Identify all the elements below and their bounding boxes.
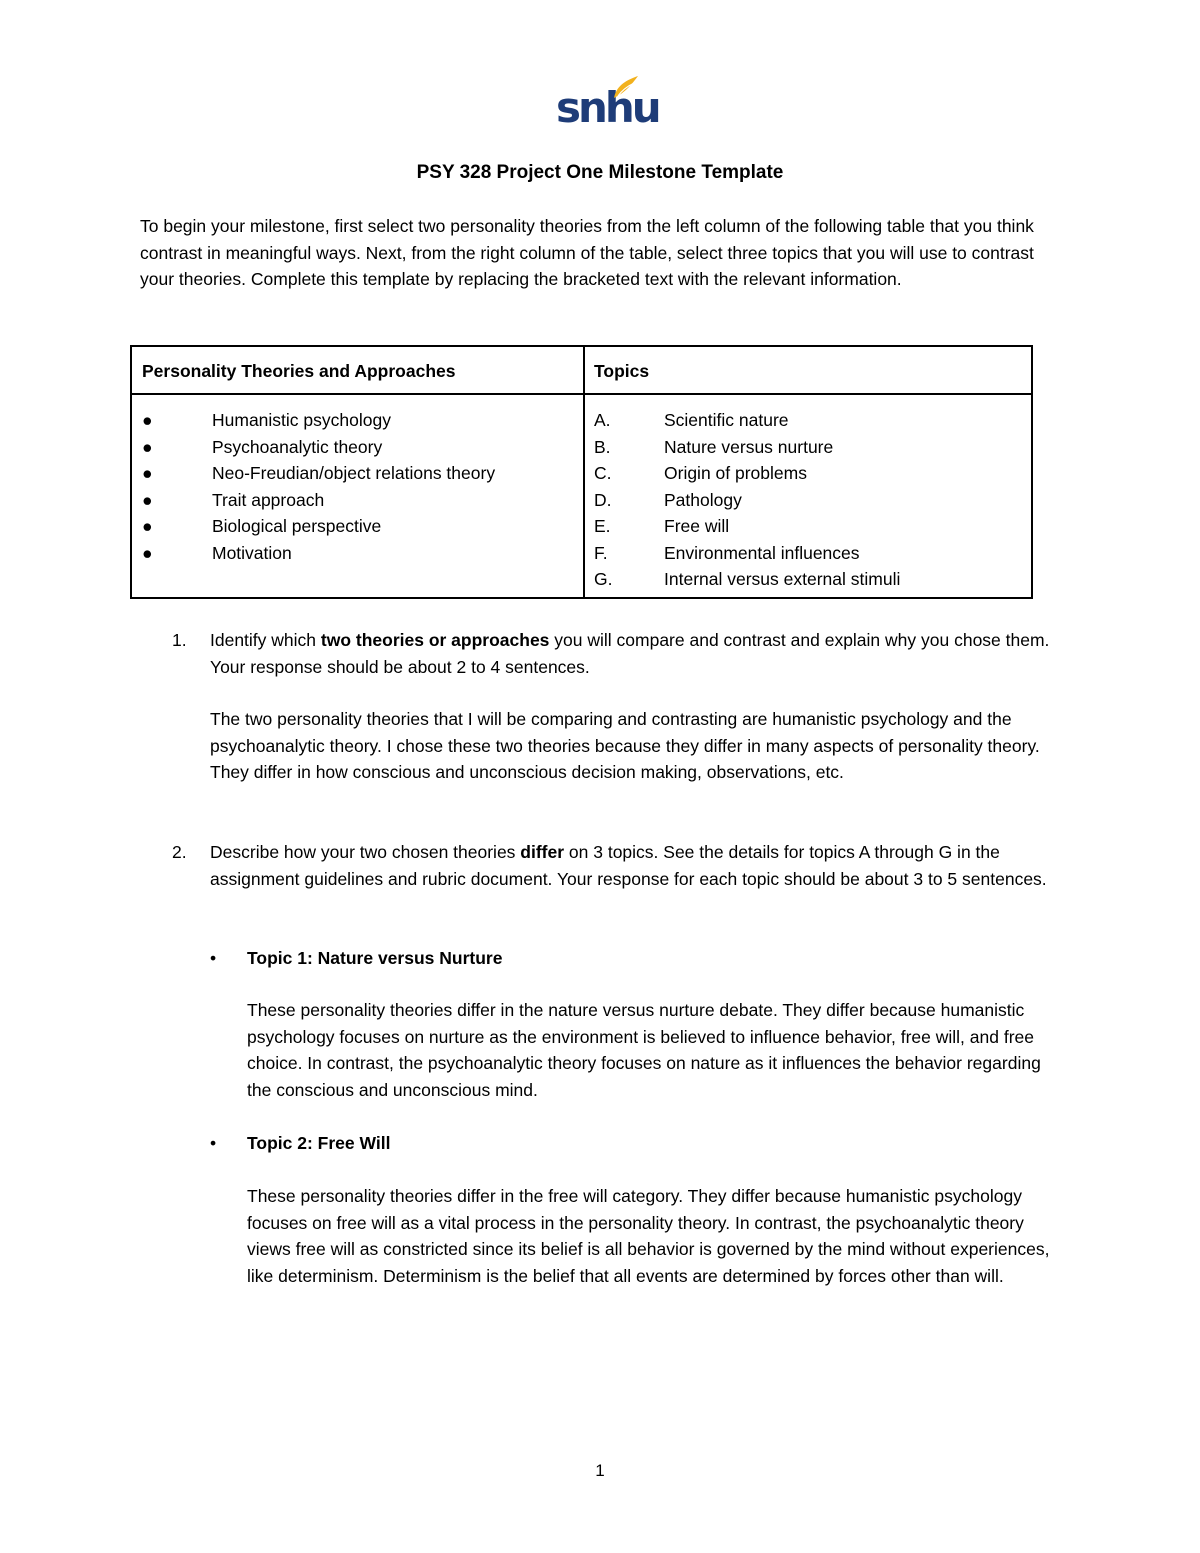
topic-1-heading: Topic 1: Nature versus Nurture [247, 948, 503, 968]
intro-paragraph: To begin your milestone, first select two personality theories from the left column of the following table that you think contrast in meaningful ways. Next, from the right column of the table, select three topics that you will use to contrast your theories. Complete this template by replacing the bracketed text with the relevant information. [140, 216, 1034, 289]
flame-icon [610, 74, 640, 100]
page-title: PSY 328 Project One Milestone Template [416, 162, 784, 183]
bullet-icon: ● [142, 489, 153, 510]
question-2-number: 2. [172, 842, 187, 862]
page-number: 1 [595, 1461, 605, 1480]
table-divider-vertical [583, 347, 585, 597]
question-2-prompt: Describe how your two chosen theories differ on 3 topics. See the details for topics A through G in the assignment guidelines and rubric document. Your response for each topic should be about 3 to 5 sentences. [210, 842, 1047, 889]
table-divider-horizontal [132, 393, 1031, 395]
theories-topics-table: Personality Theories and Approaches Topics ● Humanistic psychology ● Psychoanalytic theory ● Neo-Freudian/object relations theory ● Trait approach ● Biological perspective ● Motivation A. Scientific nature B. Nature versus nurture C. Origin of problems D. Pathology E. Free will F. Environmental influences G. Internal versus external stimuli [130, 345, 1033, 599]
topic-2-heading: Topic 2: Free Will [247, 1133, 391, 1153]
bullet-icon: • [210, 1133, 217, 1153]
snhu-logo [556, 74, 659, 134]
bullet-icon: ● [142, 542, 153, 563]
bullet-icon: ● [142, 410, 153, 430]
question-1-number: 1. [172, 630, 187, 650]
bullet-icon: ● [142, 516, 153, 536]
topic-2-answer: These personality theories differ in the free will category. They differ because humanistic psychology focuses on free will as a vital process in the personality theory. In contrast, the psychoanalytic theory views free will as constricted since its belief is all behavior is governed by the mind without experiences, like determinism. Determinism is the belief that all events are determined by forces other than will. [247, 1186, 1050, 1286]
table-header-theories: Personality Theories and Approaches [142, 361, 456, 381]
bullet-icon: • [210, 948, 217, 968]
question-1-answer: The two personality theories that I will be comparing and contrasting are humanistic psychology and the psychoanalytic theory. I chose these two theories because they differ in many aspects of personality theory. They differ in how conscious and unconscious decision making, observations, etc. [210, 709, 1040, 782]
bullet-icon: ● [142, 463, 153, 483]
topic-1-answer: These personality theories differ in the nature versus nurture debate. They differ because humanistic psychology focuses on nurture as the environment is believed to influence behavior, free will, and free choice. In contrast, the psychoanalytic theory focuses on nature as it influences the behavior regarding the conscious and unconscious mind. [247, 1000, 1041, 1100]
logo-wordmark: snhu [556, 83, 659, 132]
question-1-prompt: Identify which two theories or approaches you will compare and contrast and explain why you chose them. Your response should be about 2 to 4 sentences. [210, 630, 1050, 677]
table-header-topics: Topics [594, 361, 650, 381]
bullet-icon: ● [142, 436, 153, 457]
